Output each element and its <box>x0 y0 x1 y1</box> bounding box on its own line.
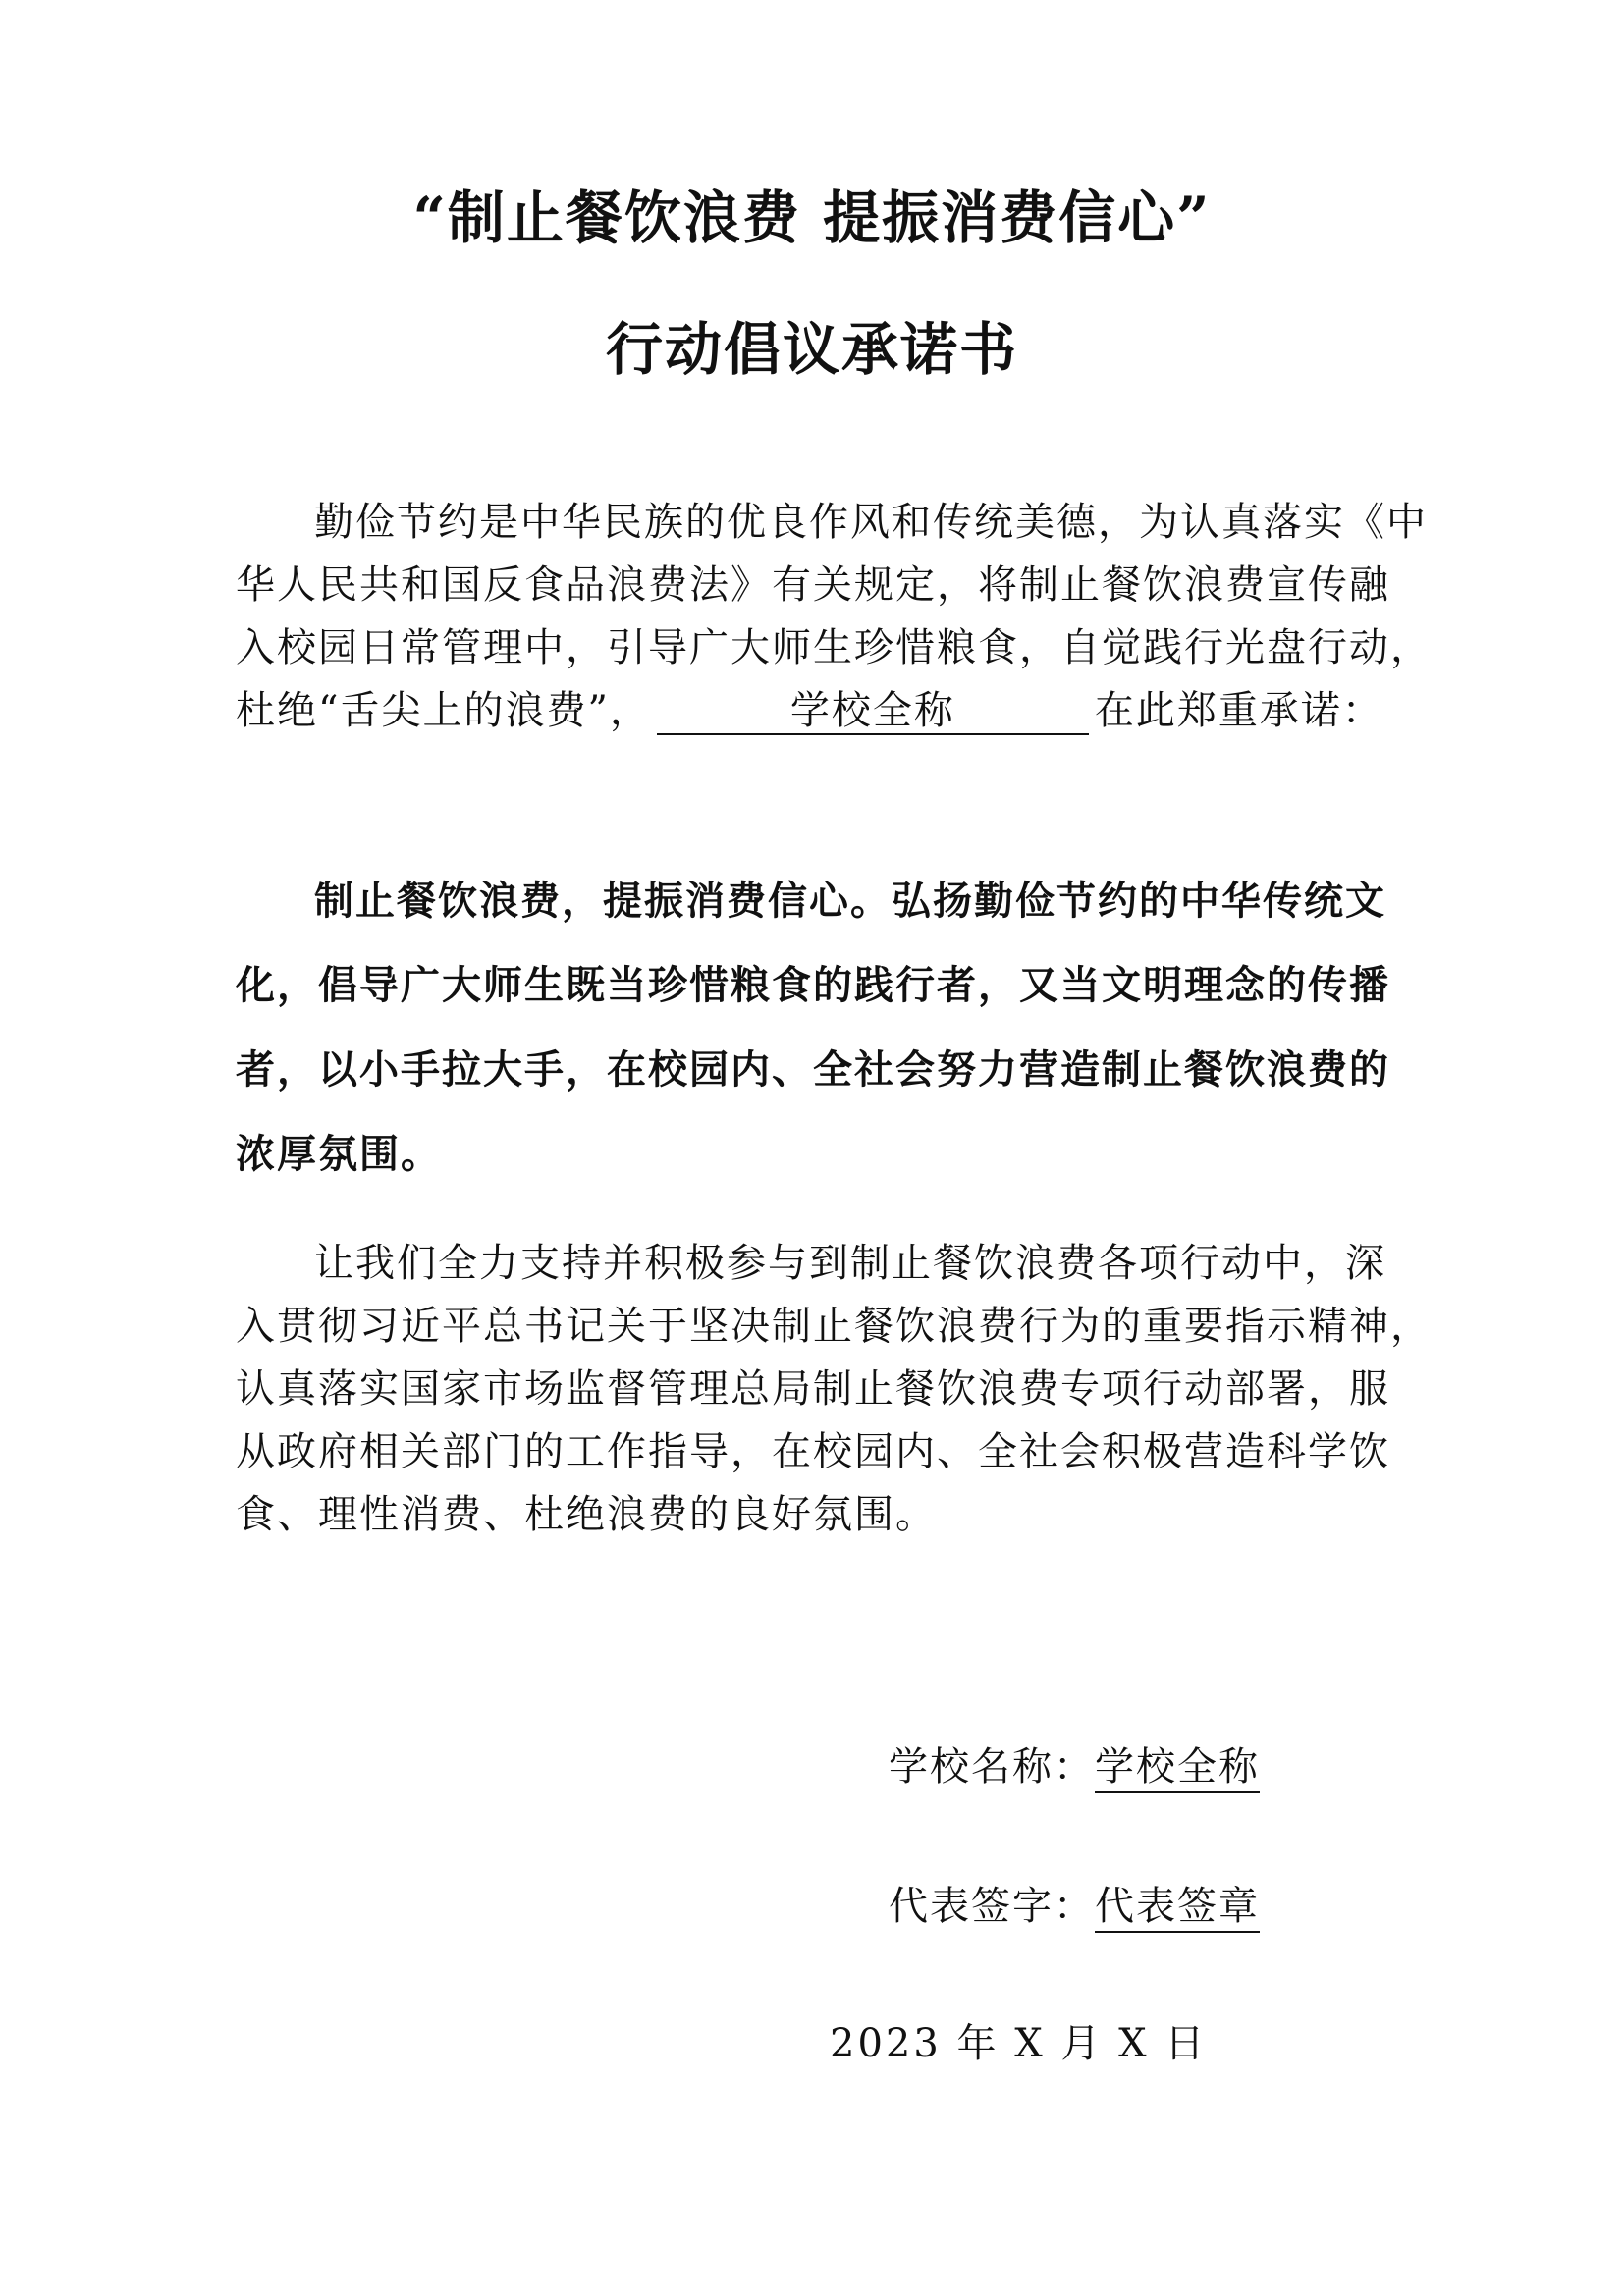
paragraph-line: 从政府相关部门的工作指导，在校园内、全社会积极营造科学饮 <box>236 1429 1390 1474</box>
representative-label: 代表签字： <box>889 1884 1095 1929</box>
paragraph-line: 食、理性消费、杜绝浪费的良好氛围。 <box>236 1492 937 1537</box>
paragraph-line: 化，倡导广大师生既当珍惜粮食的践行者，又当文明理念的传播 <box>236 963 1390 1008</box>
support-paragraph <box>236 1232 1432 1546</box>
school-name-label: 学校名称： <box>889 1744 1095 1789</box>
paragraph-text: 杜绝“舌尖上的浪费”， <box>236 688 651 733</box>
intro-paragraph <box>236 491 1432 742</box>
document-date: 2023 年 X 月 X 日 <box>830 2021 1208 2066</box>
paragraph-line: 制止餐饮浪费，提振消费信心。弘扬勤俭节约的中华传统文 <box>314 879 1386 924</box>
document-title-line1: “制止餐饮浪费 提振消费信心” <box>412 185 1212 251</box>
paragraph-line: 浓厚氛围。 <box>236 1132 442 1177</box>
school-name-signature-row <box>889 1735 1260 1793</box>
representative-signature-row <box>889 1875 1260 1933</box>
paragraph-line-with-blank <box>236 679 1399 742</box>
paragraph-line: 者，以小手拉大手，在校园内、全社会努力营造制止餐饮浪费的 <box>236 1047 1390 1093</box>
paragraph-line: 入贯彻习近平总书记关于坚决制止餐饮浪费行为的重要指示精神， <box>236 1304 1432 1349</box>
paragraph-line: 勤俭节约是中华民族的优良作风和传统美德，为认真落实《中 <box>314 500 1428 545</box>
school-name-blank[interactable]: 学校全称 <box>657 688 1089 735</box>
paragraph-line: 让我们全力支持并积极参与到制止餐饮浪费各项行动中，深 <box>314 1241 1386 1286</box>
paragraph-line: 入校园日常管理中，引导广大师生珍惜粮食，自觉践行光盘行动， <box>236 625 1432 670</box>
paragraph-line: 认真落实国家市场监督管理总局制止餐饮浪费专项行动部署，服 <box>236 1366 1390 1412</box>
document-title-line2: 行动倡议承诺书 <box>605 316 1018 383</box>
paragraph-text: 在此郑重承诺： <box>1094 688 1383 733</box>
representative-signature-field[interactable]: 代表签章 <box>1095 1882 1260 1933</box>
school-name-field[interactable]: 学校全称 <box>1095 1742 1260 1793</box>
commitment-paragraph <box>236 859 1399 1197</box>
paragraph-line: 华人民共和国反食品浪费法》有关规定，将制止餐饮浪费宣传融 <box>236 562 1390 608</box>
